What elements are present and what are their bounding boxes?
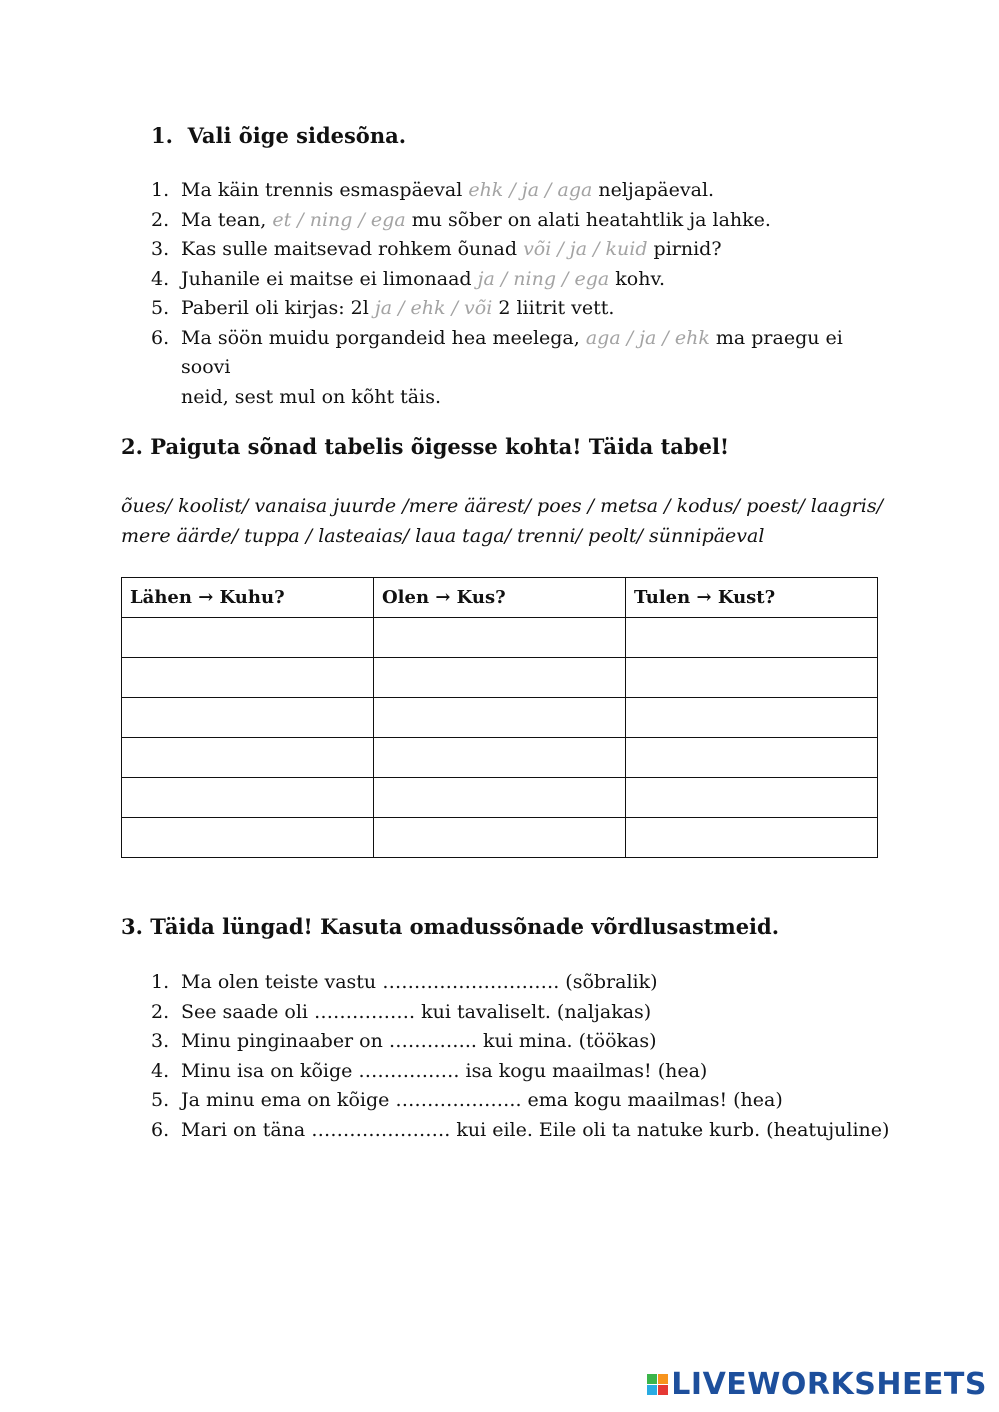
comparison-list	[151, 968, 931, 1145]
table-row	[122, 698, 878, 738]
conjunction-item: 4. Juhanile ei maitse ei limonaad ja / ning / ega kohv.	[151, 267, 665, 290]
table-row	[122, 618, 878, 658]
section-1-title	[151, 123, 406, 148]
header-kuhu: Lähen → Kuhu?	[122, 578, 374, 618]
table-row	[122, 778, 878, 818]
table-row	[122, 658, 878, 698]
answer-cell[interactable]	[374, 778, 626, 818]
comparison-item: 5. Ja minu ema on kõige ……………….. ema kogu maailmas! (hea)	[151, 1089, 783, 1111]
section-3-title: 3. Täida lüngad! Kasuta omadussõnade võrdlusastmeid.	[121, 914, 780, 939]
section-1-title-text: Vali õige sidesõna.	[187, 123, 407, 148]
answer-cell[interactable]	[374, 658, 626, 698]
answer-cell[interactable]	[122, 818, 374, 858]
answer-cell[interactable]	[626, 618, 878, 658]
answer-table	[121, 577, 878, 858]
answer-cell[interactable]	[122, 778, 374, 818]
conjunction-item: 2. Ma tean, et / ning / ega mu sõber on alati heatahtlik ja lahke.	[151, 208, 771, 231]
answer-cell[interactable]	[626, 658, 878, 698]
word-bank-line: mere äärde/ tuppa / lasteaias/ laua taga/ trenni/ peolt/ sünnipäeval	[121, 524, 765, 547]
conjunction-item: 5. Paberil oli kirjas: 2l ja / ehk / või 2 liitrit vett.	[151, 297, 615, 319]
word-bank-line: õues/ koolist/ vanaisa juurde /mere äärest/ poes / metsa / kodus/ poest/ laagris/	[121, 495, 883, 517]
logo-text: LIVEWORKSHEETS	[671, 1367, 987, 1402]
conjunction-options[interactable]: et / ning / ega	[272, 208, 406, 231]
liveworksheets-logo	[647, 1367, 987, 1402]
conjunction-list	[151, 176, 891, 412]
word-bank	[121, 492, 891, 551]
table-row	[122, 738, 878, 778]
comparison-item: 4. Minu isa on kõige ……………. isa kogu maailmas! (hea)	[151, 1059, 708, 1082]
header-kus: Olen → Kus?	[374, 578, 626, 618]
answer-cell[interactable]	[626, 698, 878, 738]
conjunction-item: 3. Kas sulle maitsevad rohkem õunad või / ja / kuid pirnid?	[151, 238, 722, 260]
table-header-row	[122, 578, 878, 618]
answer-cell[interactable]	[122, 698, 374, 738]
answer-cell[interactable]	[626, 778, 878, 818]
answer-cell[interactable]	[374, 698, 626, 738]
section-2-title: 2. Paiguta sõnad tabelis õigesse kohta! Täida tabel!	[121, 434, 730, 459]
answer-cell[interactable]	[374, 618, 626, 658]
conjunction-options[interactable]: aga / ja / ehk	[585, 326, 710, 349]
conjunction-options[interactable]: ehk / ja / aga	[468, 179, 593, 201]
header-kust: Tulen → Kust?	[626, 578, 878, 618]
comparison-item: 3. Minu pinginaaber on ………….. kui mina. (töökas)	[151, 1030, 657, 1052]
conjunction-item: 1. Ma käin trennis esmaspäeval ehk / ja / aga neljapäeval.	[151, 179, 715, 201]
comparison-item: 2. See saade oli ……………. kui tavaliselt. (naljakas)	[151, 1000, 652, 1023]
answer-cell[interactable]	[374, 738, 626, 778]
comparison-item: 6. Mari on täna …………………. kui eile. Eile oli ta natuke kurb. (heatujuline)	[151, 1118, 890, 1141]
comparison-item: 1. Ma olen teiste vastu ………………………. (sõbralik)	[151, 971, 658, 993]
conjunction-options[interactable]: ja / ehk / või	[374, 297, 493, 319]
table-row	[122, 818, 878, 858]
answer-cell[interactable]	[374, 818, 626, 858]
answer-cell[interactable]	[626, 738, 878, 778]
conjunction-item: 6. Ma söön muidu porgandeid hea meelega, aga / ja / ehk ma praegu ei soovi neid, sest mul on kõht täis.	[151, 326, 843, 408]
answer-cell[interactable]	[122, 658, 374, 698]
conjunction-options[interactable]: ja / ning / ega	[477, 267, 610, 290]
answer-cell[interactable]	[122, 618, 374, 658]
answer-cell[interactable]	[626, 818, 878, 858]
conjunction-options[interactable]: või / ja / kuid	[523, 238, 648, 260]
answer-cell[interactable]	[122, 738, 374, 778]
logo-mark-icon	[647, 1374, 668, 1395]
section-1-number: 1.	[151, 123, 173, 148]
